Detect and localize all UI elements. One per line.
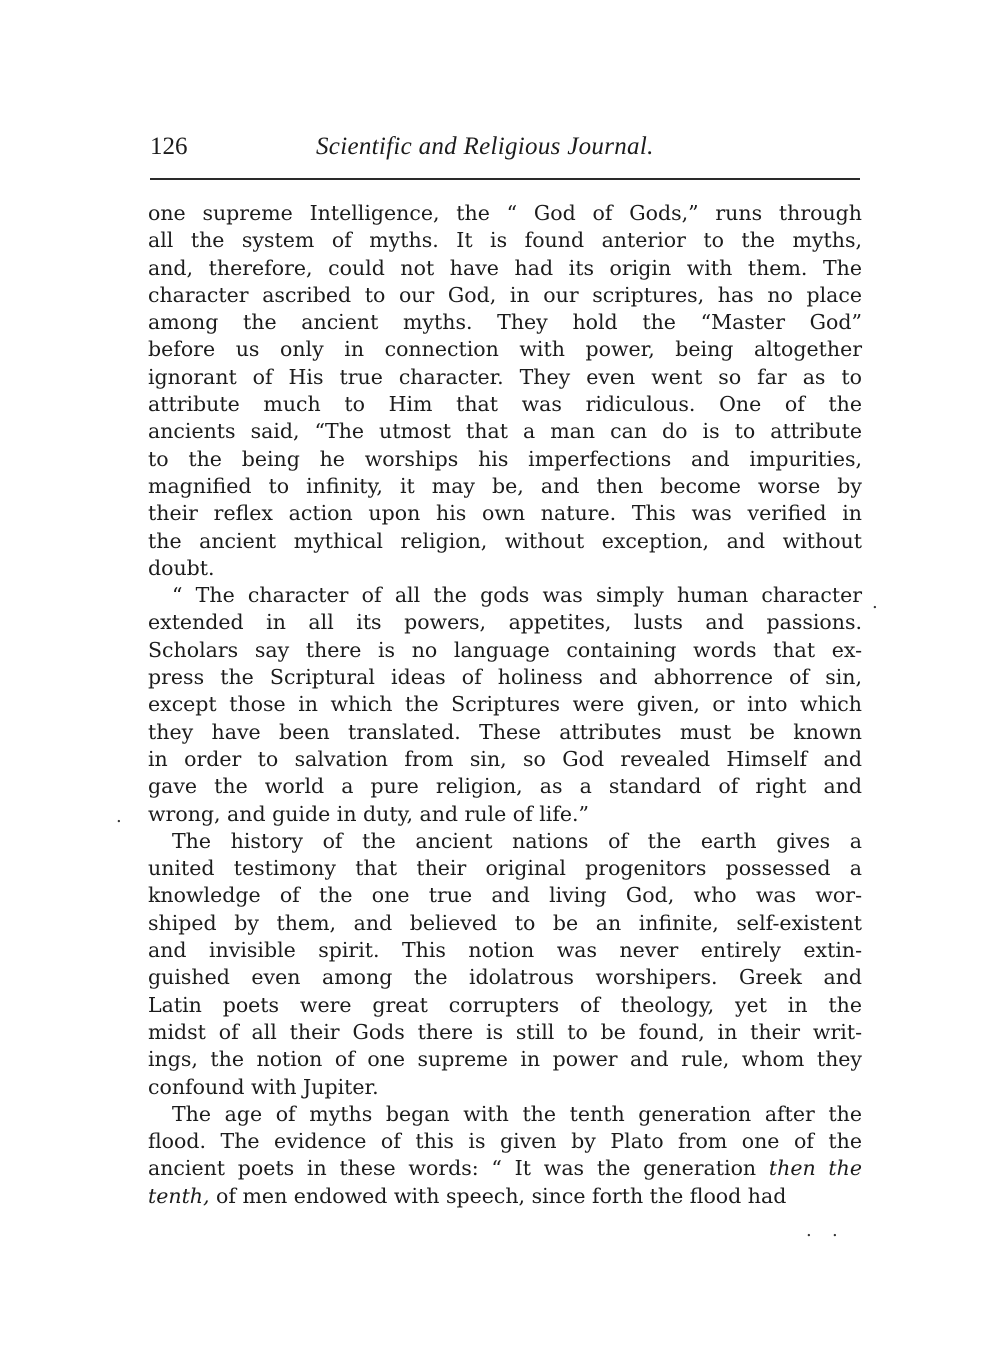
text-line: Scholars say there is no language containing words that ex- bbox=[148, 637, 862, 662]
margin-dot: . bbox=[116, 806, 122, 827]
text-fragment: ancient poets in these words: “ It was the generation bbox=[148, 1156, 769, 1181]
text-line: midst of all their Gods there is still to be found, in their writ- bbox=[148, 1019, 862, 1044]
text-fragment: of men endowed with speech, since forth the flood had bbox=[209, 1183, 787, 1208]
margin-dot: . bbox=[872, 592, 878, 613]
running-title: Scientific and Religious Journal. bbox=[316, 133, 654, 160]
text-line: attribute much to Him that was ridiculous. One of the bbox=[148, 392, 862, 417]
text-line: before us only in connection with power, being altogether bbox=[148, 337, 862, 362]
text-line: magnified to infinity, it may be, and then become worse by bbox=[148, 473, 862, 498]
text-line: guished even among the idolatrous worshipers. Greek and bbox=[148, 965, 862, 990]
text-line bbox=[148, 1155, 862, 1182]
text-line: knowledge of the one true and living God, who was wor- bbox=[148, 883, 862, 908]
text-line: flood. The evidence of this is given by Plato from one of the bbox=[148, 1129, 862, 1154]
margin-dot: . bbox=[832, 1220, 838, 1241]
text-line: among the ancient myths. They hold the “Master God” bbox=[148, 310, 862, 335]
italic-phrase: then the bbox=[768, 1156, 863, 1181]
italic-phrase: tenth, bbox=[148, 1183, 210, 1208]
text-line: in order to salvation from sin, so God revealed Himself and bbox=[148, 746, 862, 771]
text-line: The age of myths began with the tenth generation after the bbox=[172, 1101, 862, 1126]
text-line: “ The character of all the gods was simply human character bbox=[172, 583, 862, 608]
text-line: and invisible spirit. This notion was never entirely extin- bbox=[148, 938, 862, 963]
text-line: doubt. bbox=[148, 555, 215, 580]
text-line: shiped by them, and believed to be an infinite, self-existent bbox=[148, 910, 862, 935]
text-line bbox=[148, 1183, 862, 1210]
page-header bbox=[150, 132, 860, 166]
text-line: and, therefore, could not have had its origin with them. The bbox=[148, 255, 862, 280]
text-line: except those in which the Scriptures were given, or into which bbox=[148, 692, 862, 717]
text-line: Latin poets were great corrupters of theology, yet in the bbox=[148, 992, 862, 1017]
text-line: the ancient mythical religion, without exception, and without bbox=[148, 528, 862, 553]
text-line: they have been translated. These attributes must be known bbox=[148, 719, 862, 744]
text-line: united testimony that their original progenitors possessed a bbox=[148, 856, 862, 881]
margin-dot: . bbox=[806, 1220, 812, 1241]
text-line: ancients said, “The utmost that a man can do is to attribute bbox=[148, 419, 862, 444]
text-line: wrong, and guide in duty, and rule of life.” bbox=[148, 801, 590, 826]
text-line: their reflex action upon his own nature. This was verified in bbox=[148, 501, 862, 526]
text-line: character ascribed to our God, in our scriptures, has no place bbox=[148, 282, 862, 307]
text-line: ignorant of His true character. They even went so far as to bbox=[148, 364, 862, 389]
body-text bbox=[148, 200, 862, 1210]
text-line: extended in all its powers, appetites, lusts and passions. bbox=[148, 610, 862, 635]
text-line: one supreme Intelligence, the “ God of Gods,” runs through bbox=[148, 201, 862, 225]
text-line: gave the world a pure religion, as a standard of right and bbox=[148, 774, 862, 799]
text-line: The history of the ancient nations of the earth gives a bbox=[172, 828, 862, 853]
header-rule bbox=[150, 178, 860, 180]
text-line: all the system of myths. It is found anterior to the myths, bbox=[148, 228, 862, 253]
text-line: press the Scriptural ideas of holiness and abhorrence of sin, bbox=[148, 665, 862, 690]
text-line: confound with Jupiter. bbox=[148, 1074, 379, 1099]
text-line: ings, the notion of one supreme in power and rule, whom they bbox=[148, 1047, 862, 1072]
text-line: to the being he worships his imperfections and impurities, bbox=[148, 446, 862, 471]
page-number: 126 bbox=[150, 133, 188, 160]
